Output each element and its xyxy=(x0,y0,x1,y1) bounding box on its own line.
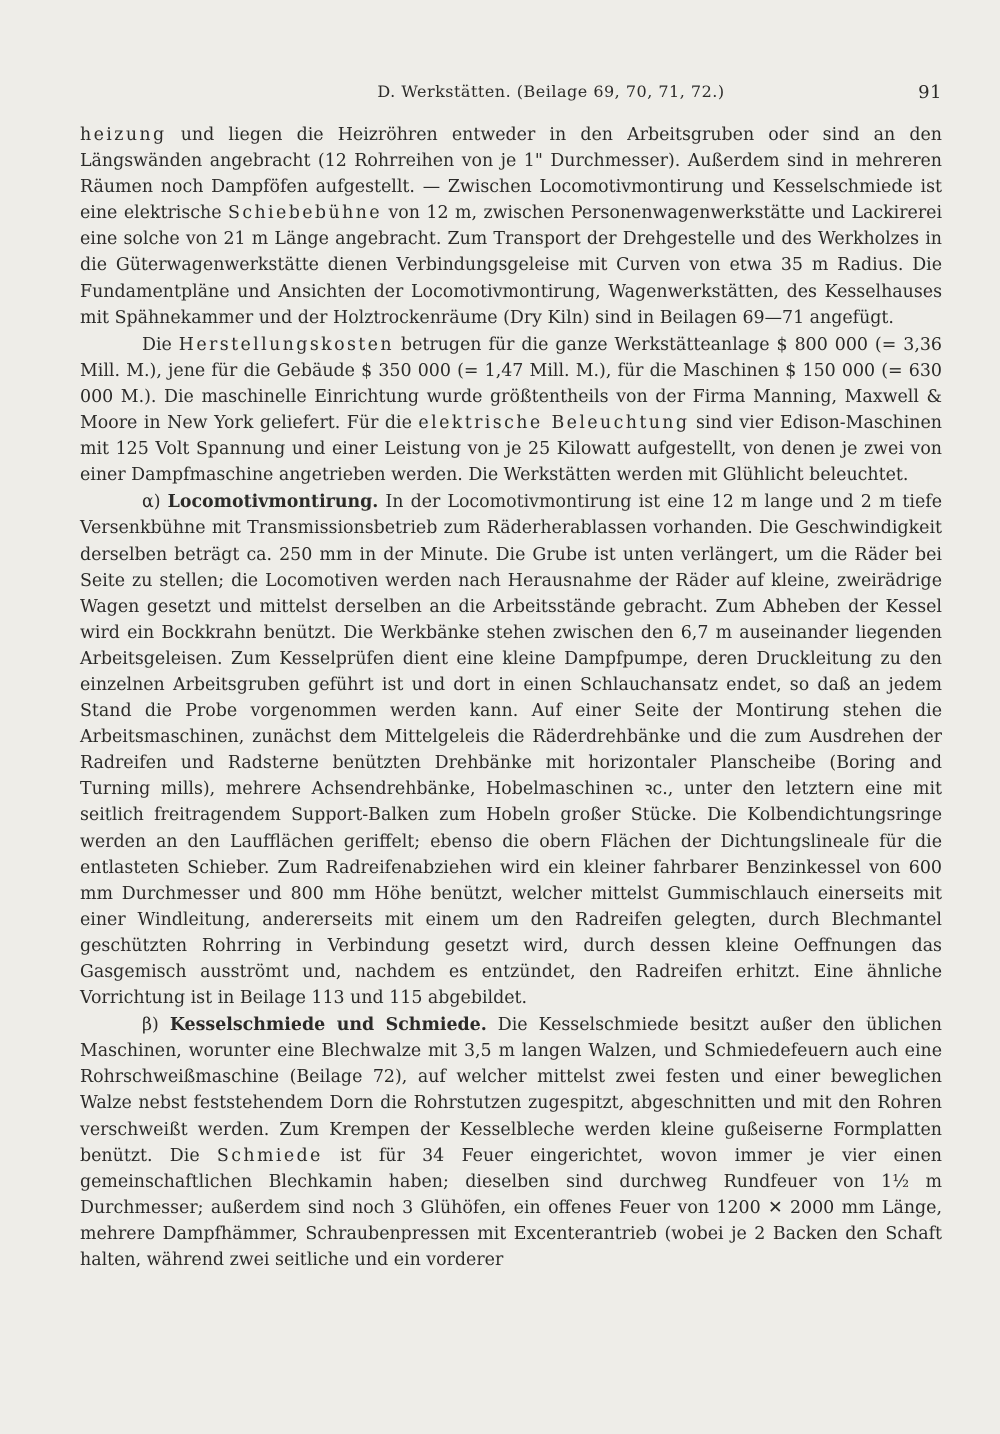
paragraph-costs-text-1: Die xyxy=(142,334,179,355)
spaced-term-beleuchtung: elektrische Beleuchtung xyxy=(418,413,690,434)
paragraph-costs-text-3: sind vier Edison-Maschinen mit 125 Volt Spannung und einer Leistung von je 25 Kilowatt aufgestellt, von denen je zwei von einer Dampfmaschine angetrieben werden. Die Werkstätten werden mit Glühlicht beleuchtet. xyxy=(80,413,942,486)
paragraph-heating xyxy=(80,122,942,331)
section-heading-boiler-smithy: Kesselschmiede und Schmiede. xyxy=(169,1015,487,1036)
running-title: D. Werkstätten. (Beilage 69, 70, 71, 72.) xyxy=(377,82,725,101)
section-locomotive-assembly xyxy=(80,489,942,1011)
paragraph-heating-text-1: und liegen die Heizröhren entweder in den Arbeitsgruben oder sind an den Längswänden angebracht (12 Rohrreihen von je 1" Durchmesser). Außerdem sind in mehreren Räumen noch Dampföfen aufgestellt. — Zwischen Locomotivmontirung und Kesselschmiede ist eine elektrische xyxy=(80,125,942,224)
spaced-term-herstellungskosten: Herstellungskosten xyxy=(178,334,394,355)
page-number: 91 xyxy=(918,82,942,103)
section-boiler-smithy xyxy=(80,1012,942,1273)
running-header xyxy=(80,82,942,116)
section-boiler-smithy-text-1: Die Kesselschmiede besitzt außer den üblichen Maschinen, worunter eine Blechwalze mit 3,5 m langen Walzen, und Schmiedefeuern auch eine Rohrschweißmaschine (Beilage 72), auf welcher mittelst zwei festen und einer beweglichen Walze nebst feststehendem Dorn die Rohrstutzen zugespitzt, abgeschnitten und mit den Rohren verschweißt werden. Zum Krempen der Kesselbleche werden kleine gußeiserne Formplatten benützt. Die xyxy=(80,1015,942,1166)
paragraph-costs xyxy=(80,332,942,489)
section-label-beta: β) xyxy=(142,1015,170,1036)
paragraph-costs-text-2: betrugen für die ganze Werkstätteanlage $ 800 000 (= 3,36 Mill. M.), jene für die Gebäude $ 350 000 (= 1,47 Mill. M.), für die Maschinen $ 150 000 (= 630 000 M.). Die maschinelle Einrichtung wurde größtentheils von der Firma Manning, Maxwell & Moore in New York geliefert. Für die xyxy=(80,334,942,434)
spaced-term-schiebebuehne: Schiebebühne xyxy=(228,203,382,224)
section-label-alpha: α) xyxy=(142,492,168,513)
body-text xyxy=(80,122,942,1273)
section-boiler-smithy-text-2: ist für 34 Feuer eingerichtet, wovon immer je vier einen gemeinschaftlichen Blechkamin haben; dieselben sind durchweg Rundfeuer von 1½ m Durchmesser; außerdem sind noch 3 Glühöfen, ein offenes Feuer von 1200 ✕ 2000 mm Länge, mehrere Dampfhämmer, Schraubenpressen mit Excenterantrieb (wobei je 2 Backen den Schaft halten, während zwei seitliche und ein vorderer xyxy=(80,1145,942,1271)
spaced-term-schmiede: Schmiede xyxy=(216,1145,323,1166)
section-locomotive-assembly-text: In der Locomotivmontirung ist eine 12 m lange und 2 m tiefe Versenkbühne mit Transmissionsbetrieb zum Räderherablassen vorhanden. Die Geschwindigkeit derselben beträgt ca. 250 mm in der Minute. Die Grube ist unten verlängert, um die Räder bei Seite zu stellen; die Locomotiven werden nach Herausnahme der Räder auf kleine, zweirädrige Wagen gesetzt und mittelst derselben an die Arbeitsstände gebracht. Zum Abheben der Kessel wird ein Bockkrahn benützt. Die Werkbänke stehen zwischen den 6,7 m auseinander liegenden Arbeitsgeleisen. Zum Kesselprüfen dient eine kleine Dampfpumpe, deren Druckleitung zu den einzelnen Arbeitsgruben geführt ist und dort in einen Schlauchansatz endet, so daß an jedem Stand die Probe vorgenommen werden kann. Auf einer Seite der Montirung stehen die Arbeitsmaschinen, zunächst dem Mittelgeleis die Räderdrehbänke und die zum Ausdrehen der Radreifen und Radsterne benützten Drehbänke mit horizontaler Planscheibe (Boring and Turning mills), mehrere Achsendrehbänke, Hobelmaschinen ꝛc., unter den letztern eine mit seitlich freitragendem Support-Balken zum Hobeln großer Stücke. Die Kolbendichtungsringe werden an den Laufflächen geriffelt; ebenso die obern Flächen der Dichtungslineale für die entlasteten Schieber. Zum Radreifenabziehen wird ein kleiner fahrbarer Benzinkessel von 600 mm Durchmesser und 800 mm Höhe benützt, welcher mittelst Gummischlauch einerseits mit einer Windleitung, andererseits mit einem um den Radreifen gelegten, durch Blechmantel geschützten Rohrring in Verbindung gesetzt wird, durch dessen kleine Oeffnungen das Gasgemisch ausströmt und, nachdem es entzündet, den Radreifen erhitzt. Eine ähnliche Vorrichtung ist in Beilage 113 und 115 abgebildet. xyxy=(80,492,942,1009)
section-heading-locomotive-assembly: Locomotivmontirung. xyxy=(167,492,379,513)
paragraph-heating-text-2: von 12 m, zwischen Personenwagenwerkstätte und Lackirerei eine solche von 21 m Länge angebracht. Zum Transport der Drehgestelle und des Werkholzes in die Güterwagenwerkstätte dienen Verbindungsgeleise mit Curven von etwa 35 m Radius. Die Fundamentpläne und Ansichten der Locomotivmontirung, Wagenwerkstätten, des Kesselhauses mit Spähnekammer und der Holztrockenräume (Dry Kiln) sind in Beilagen 69—71 angefügt. xyxy=(80,203,943,328)
spaced-term-heizung: heizung xyxy=(80,125,167,145)
